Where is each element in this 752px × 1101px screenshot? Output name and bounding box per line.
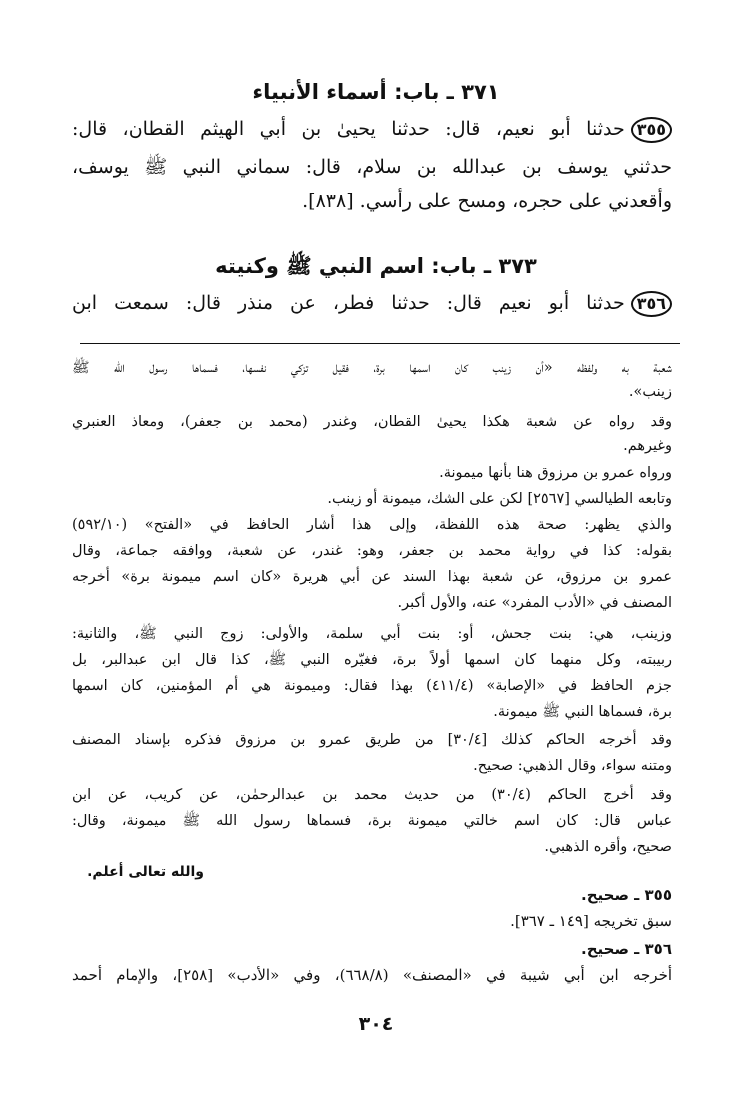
- footnote-line: وزينب، هي: بنت جحش، أو: بنت أبي سلمة، والأولى: زوج النبي ﷺ، والثانية:: [72, 626, 672, 642]
- hadith-356-line-1: [72, 288, 672, 318]
- footnote-line: جزم الحافظ في «الإصابة» (٤١١/٤) بهذا فقال: وميمونة هي أم المؤمنين، كان اسمها: [72, 678, 672, 694]
- footnote-divider: [80, 343, 680, 344]
- footnote-line: برة، فسماها النبي ﷺ ميمونة.: [493, 704, 672, 720]
- hadith-number-355: ٣٥٥: [631, 117, 672, 143]
- takhrij-355-grade: ٣٥٥ ـ صحيح.: [581, 886, 672, 904]
- footnote-line: زينب».: [628, 384, 672, 400]
- footnote-line: ومتنه سواء، وقال الذهبي: صحيح.: [473, 758, 672, 774]
- hadith-356-text: حدثنا أبو نعيم قال: حدثنا فطر، عن منذر قال: سمعت ابن: [72, 292, 625, 314]
- footnote-line: بقوله: كذا في رواية محمد بن جعفر، وهو: غندر، عن شعبة، ووافقه جماعة، وقال: [72, 543, 672, 559]
- footnote-line: عباس قال: كان اسم خالتي ميمونة برة، فسماها رسول الله ﷺ ميمونة، وقال:: [72, 813, 672, 829]
- takhrij-355-note: سبق تخريجه [١٤٩ ـ ٣٦٧].: [510, 912, 672, 930]
- takhrij-355-label: [581, 883, 672, 907]
- takhrij-356-note: أخرجه ابن أبي شيبة في «المصنف» (٦٦٨/٨)، وفي «الأدب» [٢٥٨]، والإمام أحمد: [72, 966, 673, 984]
- footnote-line: والذي يظهر: صحة هذه اللفظة، وإلى هذا أشار الحافظ في «الفتح» (٥٩٢/١٠): [72, 517, 672, 533]
- chapter-heading-371: ٣٧١ ـ باب: أسماء الأنبياء: [252, 80, 500, 104]
- footnote-line: وقد رواه عن شعبة هكذا يحيىٰ القطان، وغندر (محمد بن جعفر)، ومعاذ العنبري: [72, 414, 672, 430]
- page-number: ٣٠٤: [358, 1013, 394, 1035]
- closing-phrase: والله تعالى أعلم.: [87, 864, 204, 880]
- hadith-355-line-2: حدثني يوسف بن عبدالله بن سلام، قال: سماني النبي ﷺ يوسف،: [72, 156, 672, 178]
- footnote-line: عمرو بن مرزوق، عن شعبة بهذا السند عن أبي هريرة «كان اسم ميمونة برة» أخرجه: [72, 569, 672, 585]
- footnote-line: المصنف في «الأدب المفرد» عنه، والأول أكبر.: [397, 595, 672, 611]
- takhrij-356-grade: ٣٥٦ ـ صحيح.: [581, 940, 672, 958]
- chapter-heading-373: ٣٧٣ ـ باب: اسم النبي ﷺ وكنيته: [215, 254, 537, 278]
- footnote-line: ورواه عمرو بن مرزوق هنا بأنها ميمونة.: [439, 465, 672, 481]
- footnote-line: وغيرهم.: [623, 438, 672, 454]
- takhrij-356-label: [581, 937, 672, 961]
- footnote-line: شعبة به ولفظه «أن زينب كان اسمها برة، فقيل تزكي نفسها، فسماها رسول الله ﷺ: [72, 360, 672, 376]
- hadith-number-356: ٣٥٦: [631, 291, 672, 317]
- hadith-355-text-1: حدثنا أبو نعيم، قال: حدثنا يحيىٰ بن أبي الهيثم القطان، قال:: [72, 118, 625, 140]
- footnote-line: صحيح، وأقره الذهبي.: [544, 839, 672, 855]
- footnote-line: ربيبته، وكل منهما كان اسمها أولاً برة، فغيّره النبي ﷺ، كذا قال ابن عبدالبر، بل: [72, 652, 672, 668]
- footnote-line: وتابعه الطيالسي [٢٥٦٧] لكن على الشك، ميمونة أو زينب.: [327, 491, 672, 507]
- hadith-355-line-1: [72, 114, 672, 144]
- footnote-line: وقد أخرجه الحاكم كذلك [٣٠/٤] من طريق عمرو بن مرزوق فذكره بإسناد المصنف: [72, 732, 672, 748]
- hadith-355-line-3: وأقعدني على حجره، ومسح على رأسي. [٨٣٨].: [302, 190, 672, 212]
- footnote-line: وقد أخرج الحاكم (٣٠/٤) من حديث محمد بن عبدالرحمٰن، عن كريب، عن ابن: [72, 787, 672, 803]
